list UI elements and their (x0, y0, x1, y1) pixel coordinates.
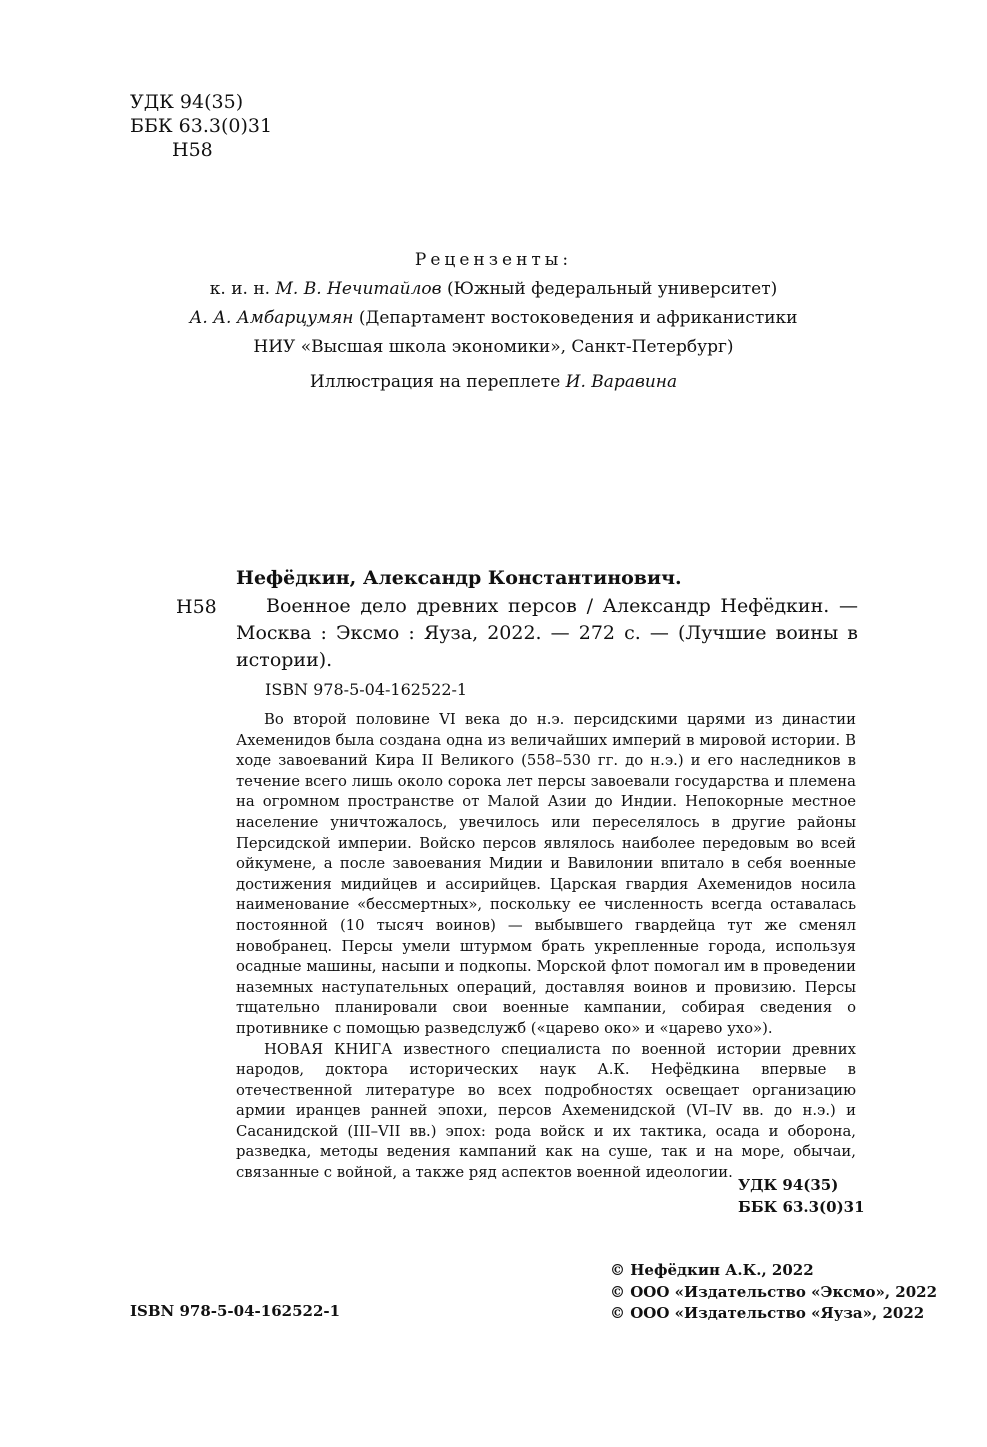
bbk-code: ББК 63.3(0)31 (130, 115, 273, 137)
reviewer-2-affiliation-line2: НИУ «Высшая школа экономики», Санкт-Петербург) (253, 337, 734, 357)
reviewer-1-prefix: к. и. н. (209, 279, 276, 299)
isbn-bottom: ISBN 978-5-04-162522-1 (130, 1302, 341, 1320)
illustration-credit (0, 372, 987, 392)
bbk-code-bottom: ББК 63.3(0)31 (738, 1198, 865, 1216)
copyright-yauza: © ООО «Издательство «Яуза», 2022 (610, 1304, 925, 1322)
cutter-code: Н58 (172, 139, 213, 161)
annotation-paragraph-2: НОВАЯ КНИГА известного специалиста по военной истории древних народов, доктора исторических наук А.К. Нефёдкина впервые в отечественной литературе во всех подробностях освещает организацию армии иранцев ранней эпохи, персов Ахеменидской (VI–IV вв. до н.э.) и Сасанидской (III–VII вв.) эпох: рода войск и их тактика, осада и оборона, разведка, методы ведения кампаний как на суше, так и на море, обычаи, связанные с войной, а также ряд аспектов военной идеологии. (236, 1040, 856, 1182)
record-author: Нефёдкин, Александр Константинович. (236, 567, 682, 589)
copyright-author: © Нефёдкин А.К., 2022 (610, 1261, 814, 1279)
reviewer-2-affiliation-line1: (Департамент востоковедения и африканистики (353, 308, 798, 328)
annotation-paragraph-1: Во второй половине VI века до н.э. персидскими царями из династии Ахеменидов была создана одна из величайших империй в мировой истории. В ходе завоеваний Кира II Великого (558–530 гг. до н.э.) и его наследников в течение всего лишь около сорока лет персы завоевали государства и племена на огромном пространстве от Малой Азии до Индии. Непокорные местное население уничтожалось, увечилось или переселялось в другие районы Персидской империи. Войско персов являлось наиболее передовым во всей ойкумене, а после завоевания Мидии и Вавилонии впитало в себя военные достижения мидийцев и ассирийцев. Царская гвардия Ахеменидов носила наименование «бессмертных», поскольку ее численность всегда оставалась постоянной (10 тысяч воинов) — выбывшего гвардейца тут же сменял новобранец. Персы умели штурмом брать укрепленные города, используя осадные машины, насыпи и подкопы. Морской флот помогал им в проведении наземных наступательных операций, доставляя воинов и провизию. Персы тщательно планировали свои военные кампании, собирая сведения о противнике с помощью разведслужб («царево око» и «царево ухо»). (236, 711, 856, 1037)
reviewer-2 (0, 304, 987, 333)
annotation (236, 710, 856, 1184)
record-title: Военное дело древних персов / Александр Нефёдкин. — Москва : Эксмо : Яуза, 2022. — 272 с. — (Лучшие воины в истории). (236, 595, 858, 671)
reviewer-2-name: А. А. Амбарцумян (189, 308, 354, 328)
udk-code-bottom: УДК 94(35) (738, 1176, 839, 1194)
catalog-block (130, 90, 272, 162)
record-isbn: ISBN 978-5-04-162522-1 (265, 680, 468, 699)
reviewer-1-name: М. В. Нечитайлов (275, 279, 442, 299)
copyright-block (610, 1260, 937, 1325)
copyright-eksmo: © ООО «Издательство «Эксмо», 2022 (610, 1282, 938, 1301)
reviewers-block (0, 246, 987, 362)
record-cutter: Н58 (176, 596, 217, 618)
reviewer-1-affiliation: (Южный федеральный университет) (441, 279, 778, 299)
reviewer-1 (0, 275, 987, 304)
illustration-label: Иллюстрация на переплете (309, 372, 566, 392)
reviewers-heading: Рецензенты: (414, 250, 573, 270)
catalog-bottom (738, 1174, 865, 1218)
illustration-artist: И. Варавина (565, 372, 678, 392)
udk-code: УДК 94(35) (130, 91, 244, 113)
